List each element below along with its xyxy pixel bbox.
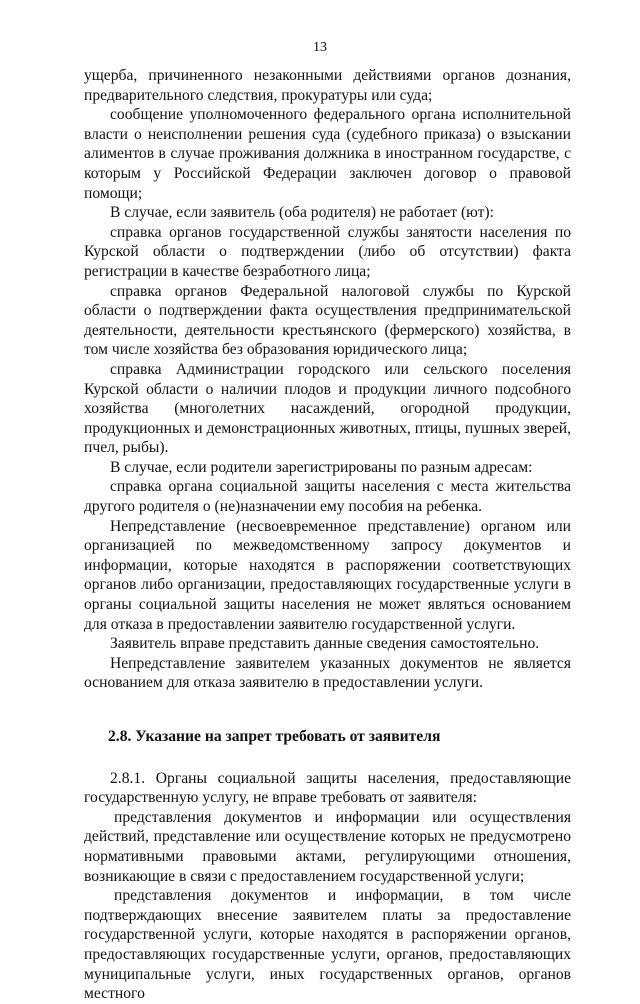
paragraph: справка органов государственной службы занятости населения по Курской области о подтверждении (либо об отсутствии) факта регистрации в качестве безработного лица; — [84, 223, 571, 280]
paragraph: справка органов Федеральной налоговой службы по Курской области о подтверждении факта осуществления предпринимательской деятельности, деятельности крестьянского (фермерского) хозяйства, в том числе хозяйства без образования юридического лица; — [84, 282, 571, 359]
paragraph: Непредставление заявителем указанных документов не является основанием для отказа заявителю в предоставлении услуги. — [84, 654, 571, 692]
paragraph: 2.8.1. Органы социальной защиты населения, предоставляющие государственную услугу, не вправе требовать от заявителя: — [84, 769, 571, 807]
paragraph: представления документов и информации или осуществления действий, представление или осуществление которых не предусмотрено нормативными правовыми актами, регулирующими отношения, возникающие в связи с предоставлением государственной услуги; — [84, 808, 571, 885]
paragraph: представления документов и информации, в том числе подтверждающих внесение заявителем платы за предоставление государственной услуги, которые находятся в распоряжении органов, предоставляющих государственные услуги, органов, предоставляющих муниципальные услуги, иных государственных органов, органов местного — [84, 887, 571, 1003]
paragraph: Заявитель вправе представить данные сведения самостоятельно. — [110, 635, 540, 653]
paragraph: справка Администрации городского или сельского поселения Курской области о наличии плодов и продукции личного подсобного хозяйства (многолетних насаждений, огородной продукции, продукционных и демонстрационных животных, птицы, пушных зверей, пчел, рыбы). — [84, 360, 571, 457]
paragraph: сообщение уполномоченного федерального органа исполнительной власти о неисполнении решения суда (судебного приказа) о взыскании алиментов в случае проживания должника в иностранном государстве, с которым у Российской Федерации заключен договор о правовой помощи; — [84, 106, 571, 202]
page-number: 13 — [313, 40, 327, 55]
paragraph: В случае, если заявитель (оба родителя) не работает (ют): — [110, 204, 494, 222]
paragraph: Непредставление (несвоевременное представление) органом или организацией по межведомственному запросу документов и информации, которые находятся в распоряжении соответствующих органов либо организации, предоставляющих государственные услуги в органы социальной защиты населения не может являться основанием для отказа в предоставлении заявителю государственной услуги. — [84, 517, 571, 633]
paragraph: справка органа социальной защиты населения с места жительства другого родителя о (не)назначении ему пособия на ребенка. — [84, 478, 571, 516]
document-body — [84, 66, 571, 1004]
section-heading: 2.8. Указание на запрет требовать от заявителя — [108, 728, 441, 745]
paragraph: В случае, если родители зарегистрированы по разным адресам: — [110, 458, 533, 476]
paragraph: ущерба, причиненного незаконными действиями органов дознания, предварительного следствия, прокуратуры или суда; — [84, 67, 571, 104]
